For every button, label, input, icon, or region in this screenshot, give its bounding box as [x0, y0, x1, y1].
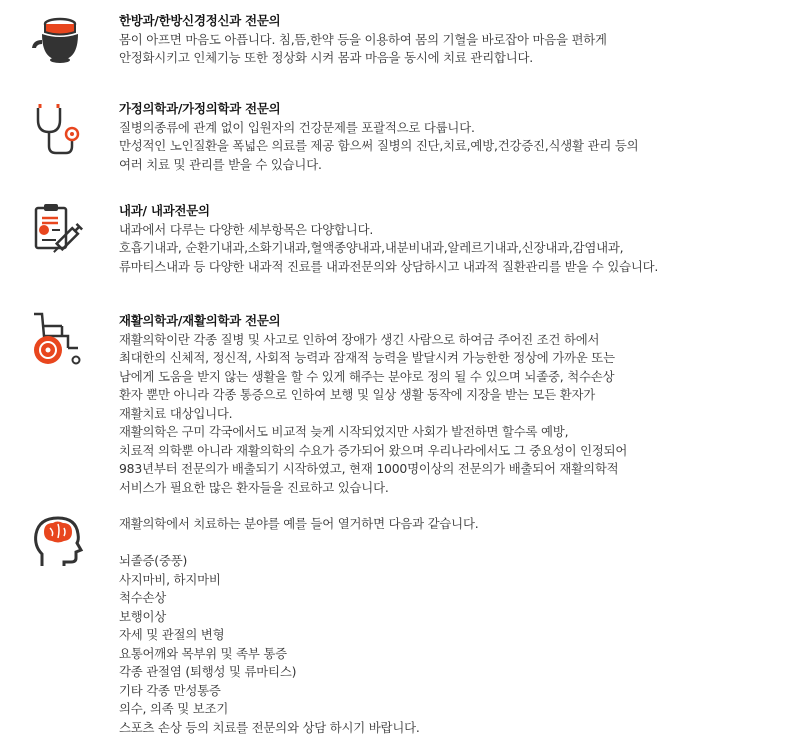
list-item: 자세 및 관절의 변형 [119, 627, 225, 642]
list-item: 각종 관절염 (퇴행성 및 류마티스) [119, 664, 297, 679]
section-text-line: 류마티스내과 등 다양한 내과적 진료를 내과전문의와 상담하시고 내과적 질환관리를 받을 수 있습니다. [119, 258, 659, 274]
section-text-line: 재활의학은 구미 각국에서도 비교적 늦게 시작되었지만 사회가 발전하면 할수록 예방, [119, 424, 569, 439]
list-item: 요통어깨와 목부위 및 족부 통증 [119, 645, 287, 661]
section-title: 한방과/한방신경정신과 전문의 [119, 13, 281, 28]
spacer [119, 534, 478, 553]
section-text-line: 몸이 아프면 마음도 아픕니다. 침,뜸,한약 등을 이용하여 몸의 기혈을 바로잡아 마음을 편하게 [119, 31, 607, 47]
section-title: 내과/ 내과전문의 [119, 203, 210, 218]
section-text-line: 만성적인 노인질환을 폭넓은 의료를 제공 함으써 질병의 진단,치료,예방,건강증진,식생활 관리 등의 [119, 138, 639, 153]
section-text-line: 질병의종류에 관계 없이 입원자의 건강문제를 포괄적으로 다룹니다. [119, 119, 475, 135]
list-item: 사지마비, 하지마비 [119, 571, 221, 587]
section-text-line: 서비스가 필요한 많은 환자들을 진료하고 있습니다. [119, 479, 389, 495]
list-item: 의수, 의족 및 보조기 [119, 701, 229, 716]
section-text-line: 983년부터 전문의가 배출되기 시작하였고, 현재 1000명이상의 전문의가 배출되어 재활의학적 [119, 461, 619, 476]
herbal-medicine-pot-icon [28, 10, 88, 70]
section-text-line: 재활치료 대상입니다. [119, 405, 233, 421]
section-text-line: 남에게 도움을 받지 않는 생활을 할 수 있게 해주는 분야로 정의 될 수 있으며 뇌졸중, 척수손상 [119, 368, 615, 384]
list-item: 보행이상 [119, 608, 167, 624]
section-text-line: 최대한의 신체적, 정신적, 사회적 능력과 잠재적 능력을 발달시켜 가능한한 정상에 가까운 또는 [119, 350, 615, 365]
stethoscope-icon [28, 98, 88, 158]
list-item: 스포츠 손상 등의 치료를 전문의와 상담 하시기 바랍니다. [119, 719, 420, 735]
section-text-line: 재활의학이란 각종 질병 및 사고로 인하여 장애가 생긴 사람으로 하여금 주어진 조건 하에서 [119, 331, 600, 347]
section-text-line: 내과에서 다루는 다양한 세부항목은 다양합니다. [119, 221, 374, 237]
list-item: 척수손상 [119, 590, 167, 605]
section-text-line: 환자 뿐만 아니라 각종 통증으로 인하여 보행 및 일상 생활 동작에 지장을 받는 모든 환자가 [119, 387, 596, 402]
section-rehabilitation [119, 312, 627, 497]
section-text-line: 안정화시키고 인체기능 또한 정상화 시켜 몸과 마음을 동시에 치료 관리합니다. [119, 50, 534, 65]
section-treatment-areas [119, 515, 478, 737]
section-title: 재활의학과/재활의학과 전문의 [119, 313, 281, 328]
list-item: 기타 각종 만성통증 [119, 682, 221, 698]
clipboard-syringe-icon [28, 200, 88, 260]
section-internal-medicine [119, 202, 658, 276]
section-text-line: 여러 치료 및 관리를 받을 수 있습니다. [119, 156, 322, 172]
section-intro: 재활의학에서 치료하는 분야를 예를 들어 열거하면 다음과 같습니다. [119, 516, 479, 531]
section-family-medicine [119, 100, 638, 174]
section-title: 가정의학과/가정의학과 전문의 [119, 101, 281, 116]
wheelchair-icon [28, 310, 88, 370]
list-item: 뇌졸증(중풍) [119, 553, 188, 568]
head-brain-icon [28, 510, 88, 570]
section-text-line: 치료적 의학뿐 아니라 재활의학의 수요가 증가되어 왔으며 우리나라에서도 그 중요성이 인정되어 [119, 442, 628, 458]
section-oriental-medicine [119, 12, 607, 68]
section-text-line: 호흡기내과, 순환기내과,소화기내과,혈액종양내과,내분비내과,알레르기내과,신장내과,감염내과, [119, 240, 624, 255]
